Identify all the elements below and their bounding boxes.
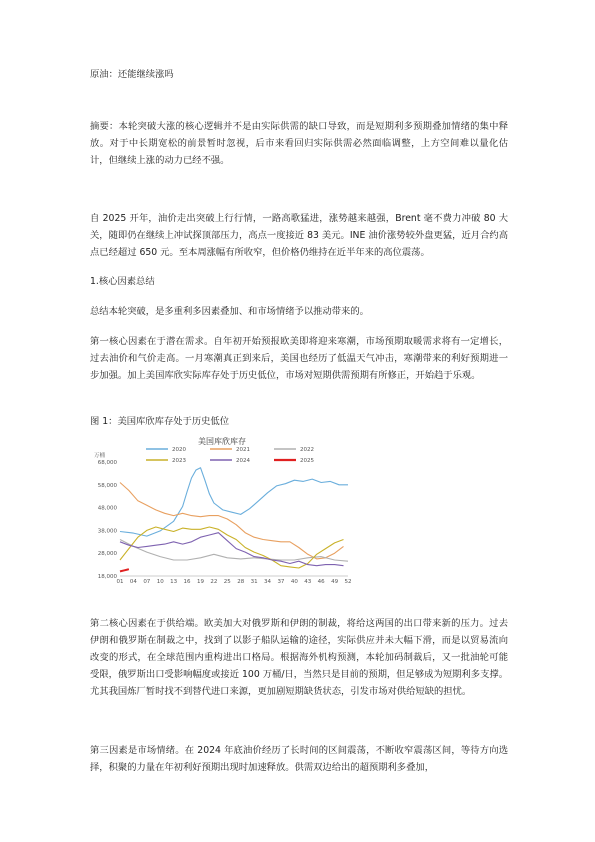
x-tick-label: 13 [170, 579, 178, 583]
legend-label-2025: 2025 [300, 458, 314, 464]
factor2-paragraph: 第二核心因素在于供给端。欧美加大对俄罗斯和伊朗的制裁，将给这两国的出口带来新的压力。过去伊朗和俄罗斯在制裁之中，找到了以影子船队运输的途径，实际供应并未大幅下滑，而是以贸易流向改变的形式，在全球范围内重构进出口格局。根据海外机构预测，本轮加码制裁后，又一批油轮可能受限，俄罗斯出口受影响幅度或接近 100 万桶/日，当然只是目前的预期，但足够成为短期利多支撑。尤其我国炼厂暂时找不到替代进口来源，更加剧短期缺货状态，引发市场对供给短缺的担忧。 [90, 618, 508, 697]
series-line-2021 [120, 483, 344, 559]
summary-paragraph: 总结本轮突破，是多重利多因素叠加、和市场情绪予以推动带来的。 [90, 306, 369, 317]
x-tick-label: 43 [304, 579, 312, 583]
x-tick-label: 16 [183, 579, 191, 583]
x-tick-label: 34 [264, 579, 272, 583]
x-tick-label: 37 [277, 579, 285, 583]
x-tick-label: 01 [116, 579, 124, 583]
x-tick-label: 19 [196, 579, 204, 583]
figure-caption: 图 1：美国库欣库存处于历史低位 [90, 416, 230, 427]
legend-label-2023: 2023 [172, 458, 186, 464]
document-title: 原油：还能继续涨吗 [90, 69, 174, 80]
y-tick-label: 58,000 [97, 482, 117, 489]
x-tick-label: 40 [290, 579, 298, 583]
factor3-paragraph: 第三因素是市场情绪。在 2024 年底油价经历了长时间的区间震荡，不断收窄震荡区间，等待方向选择，积聚的力量在年初利好预期出现时加速释放。供需双边给出的超预期利多叠加， [90, 745, 508, 773]
section-heading: 1.核心因素总结 [90, 276, 155, 287]
legend-label-2022: 2022 [300, 447, 314, 453]
y-tick-label: 68,000 [97, 460, 117, 466]
x-tick-label: 46 [317, 579, 325, 583]
factor1-paragraph: 第一核心因素在于潜在需求。自年初开始预报欧美即将迎来寒潮，市场预期取暖需求将有一定增长，过去油价和气价走高。一月寒潮真正到来后，美国也经历了低温天气冲击，寒潮带来的利好预期进一步加强。加上美国库欣实际库存处于历史低位，市场对短期供需预期有所修正，开始趋于乐观。 [90, 336, 508, 381]
x-tick-label: 28 [237, 579, 245, 583]
legend-label-2020: 2020 [172, 447, 186, 453]
x-tick-label: 49 [331, 579, 339, 583]
chart-unit-label: 万桶 [94, 453, 106, 459]
y-tick-label: 48,000 [97, 505, 117, 512]
series-line-2020 [120, 468, 348, 536]
y-tick-label: 28,000 [97, 551, 117, 558]
x-tick-label: 10 [156, 579, 164, 583]
intro-paragraph: 自 2025 开年，油价走出突破上行行情，一路高歌猛进，涨势越来越强，Brent 毫不费力冲破 80 大关，随即仍在继续上冲试探顶部压力，高点一度接近 83 美元。INE 油价涨势较外盘更猛，近月合约高点已经超过 650 元。至本周涨幅有所收窄，但价格仍维持在近半年来的高位震荡。 [90, 213, 508, 258]
x-tick-label: 25 [223, 579, 231, 583]
series-line-2025 [120, 569, 129, 571]
x-tick-label: 31 [250, 579, 258, 583]
x-tick-label: 04 [129, 579, 137, 583]
legend-label-2021: 2021 [236, 447, 250, 453]
abstract-paragraph: 摘要：本轮突破大涨的核心逻辑并不是由实际供需的缺口导致，而是短期利多预期叠加情绪的集中释放。对于中长期宽松的前景暂时忽视，后市来看回归实际供需必然面临调整，上方空间难以量化估计，但继续上涨的动力已经不强。 [90, 121, 508, 166]
x-tick-label: 52 [344, 579, 352, 583]
x-tick-label: 07 [143, 579, 151, 583]
x-tick-label: 22 [210, 579, 218, 583]
legend-label-2024: 2024 [236, 458, 250, 464]
cushing-inventory-chart [90, 435, 355, 583]
y-tick-label: 38,000 [97, 528, 117, 535]
chart-title: 美国库欣库存 [198, 437, 246, 446]
y-tick-label: 18,000 [97, 574, 117, 580]
